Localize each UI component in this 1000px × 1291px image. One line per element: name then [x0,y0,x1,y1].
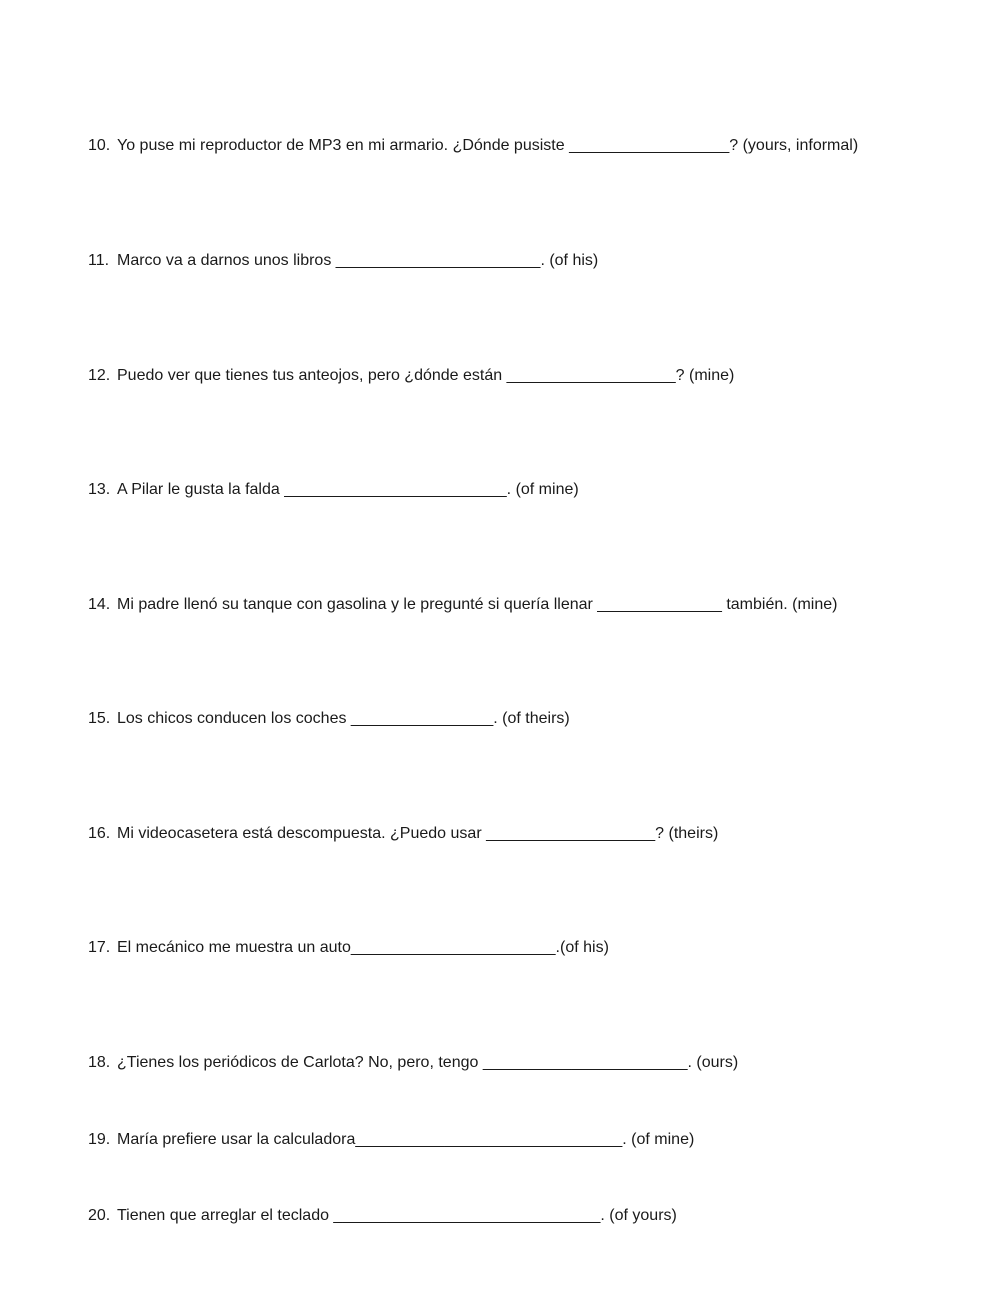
question-16 [88,824,718,844]
question-number: 18. [88,1054,111,1071]
question-text: Mi padre llenó su tanque con gasolina y le pregunté si quería llenar ______________ también. (mine) [117,596,838,613]
question-11 [88,251,598,271]
question-number: 20. [88,1207,111,1224]
question-number: 11. [88,252,110,269]
question-text: Tienen que arreglar el teclado ______________________________. (of yours) [117,1207,677,1224]
question-15 [88,709,570,729]
question-text: Marco va a darnos unos libros _______________________. (of his) [117,252,599,269]
question-10 [88,136,858,156]
question-text: ¿Tienes los periódicos de Carlota? No, pero, tengo _______________________. (ours) [117,1054,739,1071]
question-number: 12. [88,367,111,384]
question-number: 13. [88,481,111,498]
question-number: 16. [88,825,111,842]
question-text: Los chicos conducen los coches ________________. (of theirs) [117,710,570,727]
question-text: A Pilar le gusta la falda _________________________. (of mine) [117,481,579,498]
question-text: María prefiere usar la calculadora______________________________. (of mine) [117,1131,695,1148]
question-number: 10. [88,137,111,154]
question-13 [88,480,579,500]
question-text: El mecánico me muestra un auto_______________________.(of his) [117,939,609,956]
question-20 [88,1206,677,1226]
question-14 [88,595,837,615]
question-12 [88,366,734,386]
question-text: Yo puse mi reproductor de MP3 en mi armario. ¿Dónde pusiste __________________? (yours, informal) [117,137,859,154]
question-number: 14. [88,596,111,613]
question-17 [88,938,609,958]
question-text: Puedo ver que tienes tus anteojos, pero ¿dónde están ___________________? (mine) [117,367,735,384]
question-text: Mi videocasetera está descompuesta. ¿Puedo usar ___________________? (theirs) [117,825,719,842]
question-number: 17. [88,939,111,956]
question-number: 19. [88,1131,111,1148]
question-19 [88,1130,694,1150]
question-number: 15. [88,710,111,727]
question-18 [88,1053,738,1073]
